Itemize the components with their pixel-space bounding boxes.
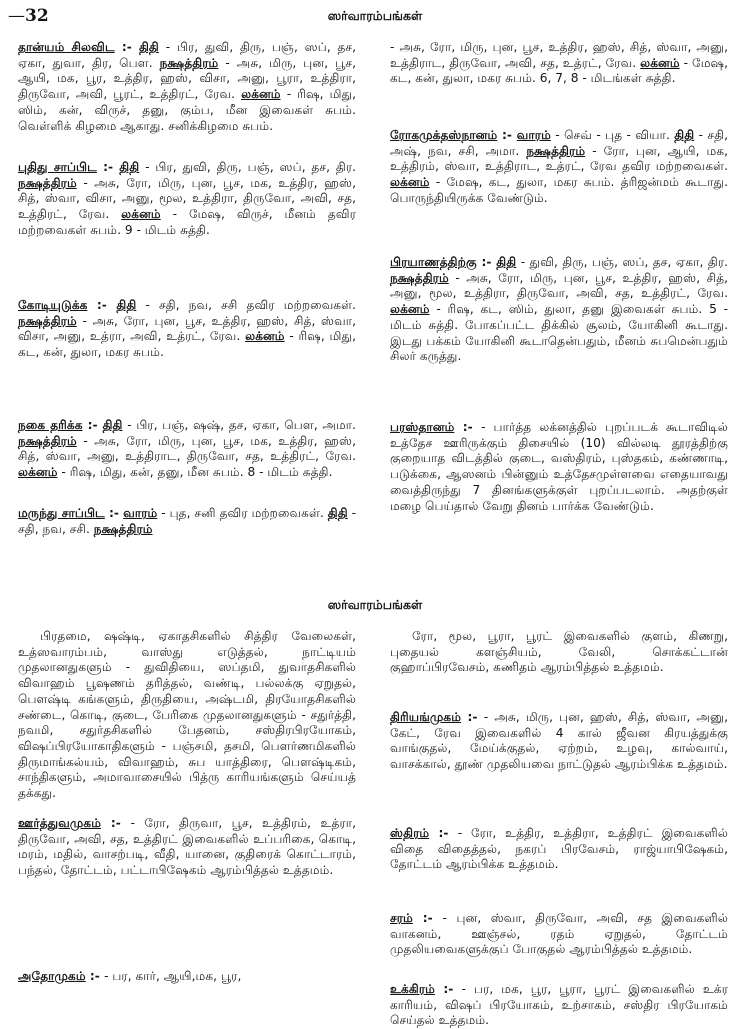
- entry-keyword: நக்ஷத்திரம்: [390, 270, 449, 285]
- entry-bottom-right-0: [390, 629, 728, 676]
- entry-title: தான்யம் சிலவிட: [18, 40, 115, 54]
- entry-keyword: லக்னம்: [18, 465, 58, 480]
- entry-top-right-1: ரோகமுக்தஸ்நானம் :- வாரம் - செவ் - புத - வியா. திதி - சதி, அஷ், நவ, சசி, அமா. நக்ஷத்திரம் - ரோ, புன, ஆயி, மக, உத்திரம், ஸ்வா, உத்திராட, உத்ரட், ரேவ தவிர மற்றவைகள். லக்னம் - மேஷ, கட, துலா, மகர சுபம். த்ரிஜன்மம் கூடாது. பொருந்தியிருக்க வேண்டும்.: [390, 128, 729, 205]
- entry-keyword: திதி: [496, 255, 517, 269]
- entry-text: - மேஷ, விருச், மீனம் தவிர மற்றவைகள் சுபம். 9 - மிடம் சுத்தி.: [18, 207, 357, 237]
- entry-text: - ரிஷ, மிது, கன், தனு, மீன சுபம். 8 - மிடம் சுத்தி.: [61, 465, 333, 480]
- page-number: — 32: [8, 6, 49, 26]
- entry-keyword: நக்ஷத்திரம்: [18, 175, 77, 190]
- entry-text: - பார்த்த லக்னத்தில் புறப்படக் கூடாவிடில் உத்தேச ஊரிருக்கும் திசையில் (10) வில்லடி தூரத்திற்கு குறையாத விடத்தில் குடை, வஸ்திரம், புஸ்தகம், கண்ணாடி, படுக்கை, ஆஸனம் பின்னும் உத்தேசமுள்ளவை எதையாவது வைத்திருந்து 7 தினங்களுக்குள் புறப்படலாம். அதற்குள் மழை பெய்தால் வேறு தினம் பார்க்க வேண்டும்.: [390, 420, 729, 513]
- entry-text: - துவி, திரு, பஞ், ஸப், தச, ஏகா, திர.: [520, 255, 729, 269]
- entry-text: - ரிஷ, மிது, ஸிம், கன், விருச், தனு, கும்ப, மீன இவைகள் சுபம். வெள்ளிக் கிழமை ஆகாது. சனிக்கிழமை சுபம்.: [18, 87, 357, 133]
- entry-text: - ரோ, புன, ஆயி, மக, உத்திரம், ஸ்வா, உத்திராட, உத்ரட், ரேவ தவிர மற்றவைகள்.: [390, 143, 728, 174]
- entry-keyword: திதி: [102, 418, 123, 432]
- entry-bottom-right-1: திரியங்முகம் :- - அசு, மிரு, புன, ஹஸ், சித், ஸ்வா, அனு, கேட், ரேவ இவைகளில் 4 கால் ஜீவன கிரயத்துக்கு வாங்குதல், மேய்க்குதல், ஏற்றம், உழவு, கால்வாய், வாசக்கால், தூண் முதலியவை நாட்டுதல் ஆரம்பிக்க உத்தமம்.: [390, 710, 728, 772]
- entry-title: சரம்: [390, 911, 413, 925]
- entry-text: பிரதமை, ஷஷ்டி, ஏகாதசிகளில் சித்திர வேலைகள், உத்ஸவாரம்பம், வாஸ்து எடுத்தல், நாட்டியம் முதலானதுகளும் - துவிதியை, ஸப்தமி, துவாதசிகளில் விவாஹம் பூஷணம் தரித்தல், வண்டி, பல்லக்கு ஏறுதல், பௌஷ்டி கங்களும், திருதியை, அஷ்டமி, திரயோதசிகளில் சண்டை, கொடி, குடை, பேரிகை முதலானதுகளும் - சதுர்த்தி, நவமி, சதுர்தசிகளில் பேதனம், சஸ்திரபிரயோகம், விஷப்பிரயோகாதிகளும் - பஞ்சமி, தசமி, பௌர்ணமிகளில் திருமாங்கல்யம், விவாஹம், சுப யாத்திரை, பௌஷ்டிகம், சாந்திகளும், அமாவாசையில் பித்ரு காரியங்களும் செய்யத் தக்கது.: [18, 629, 356, 801]
- entry-text: ரோ, மூல, பூரா, பூரட் இவைகளில் குளம், கிணறு, புதையல் களஞ்சியம், வேலி, சொக்கட்டான் குஹாப்பிரவேசம், கணிதம் ஆரம்பித்தல் உத்தமம்.: [390, 629, 728, 675]
- entry-text: - ரிஷ, கட, ஸிம், துலா, தனு இவைகள் சுபம். 5 - மிடம் சுத்தி. போகப்பட்ட திக்கில் சூலம், யோகினி கூடாது. இடது பக்கம் யோகினி கூடாதென்பதும், மீனம் சுபமென்பதும் சிலர் கருத்து.: [390, 302, 729, 364]
- entry-keyword: நக்ஷத்திரம்: [18, 433, 77, 448]
- entry-text: - பர, மக, பூர, பூரா, பூரட் இவைகளில் உக்ர காரியம், விஷப் பிரயோகம், உற்சாகம், சஸ்திர பிரயோகம் செய்தல் உத்தமம்.: [390, 982, 728, 1028]
- entry-text: - பிர, பஞ், ஷஷ், தச, ஏகா, பௌ, அமா.: [127, 418, 356, 432]
- entry-keyword: லக்னம்: [241, 87, 281, 102]
- entry-text: - செவ் - புத - வியா.: [555, 128, 670, 142]
- running-title: ஸர்வாரம்பங்கள்: [327, 8, 423, 23]
- entry-top-right-0: [390, 40, 728, 87]
- entry-keyword: நக்ஷத்திரம்: [18, 313, 77, 328]
- entry-title: கோடியுடுக்க: [18, 298, 88, 312]
- page-header: [0, 0, 750, 30]
- entry-bottom-right-2: ஸ்திரம் :- - ரோ, உத்திர, உத்திரா, உத்திரட் இவைகளில் விதை விதைத்தல், நகரப் பிரவேசம், ராஜ்யாபிஷேகம், தோட்டம் ஆரம்பிக்க உத்தமம்.: [390, 826, 729, 872]
- entry-top-left-3: நகை தரிக்க :- திதி - பிர, பஞ், ஷஷ், தச, ஏகா, பௌ, அமா. நக்ஷத்திரம் - அசு, ரோ, மிரு, புன, பூச, மக, உத்திர, ஹஸ், சித், ஸ்வா, அனு, உத்திராட, திருவோ, சத, உத்திரட், ரேவ. லக்னம் - ரிஷ, மிது, கன், தனு, மீன சுபம். 8 - மிடம் சுத்தி.: [18, 418, 357, 480]
- entry-keyword: லக்னம்: [390, 175, 430, 190]
- entry-text: - பிர, துவி, திரு, பஞ், ஸப், தச, திர.: [145, 160, 357, 174]
- entry-keyword: லக்னம்: [121, 207, 161, 222]
- entry-bottom-right-3: சரம் :- - புன, ஸ்வா, திருவோ, அவி, சத இவைகளில் வாகனம், ஊஞ்சல், ரதம் ஏறுதல், தோட்டம் முதலியவைகளுக்குப் போகுதல் ஆரம்பித்தல் உத்தமம்.: [390, 911, 728, 957]
- entry-bottom-right-4: உக்கிரம் :- - பர, மக, பூர, பூரா, பூரட் இவைகளில் உக்ர காரியம், விஷப் பிரயோகம், உற்சாகம், சஸ்திர பிரயோகம் செய்தல் உத்தமம்.: [390, 982, 728, 1028]
- entry-keyword: திதி: [327, 506, 348, 520]
- entry-text: - அசு, ரோ, மிரு, புன, பூச, உத்திர, ஹஸ், சித், அனு, மூல, உத்திரா, திருவோ, அவி, சத, உத்திரட், ரேவ.: [390, 270, 729, 301]
- entry-text: - பர, கார், ஆயி,மக, பூர,: [104, 969, 242, 983]
- entry-title: மருந்து சாப்பிட: [18, 506, 105, 520]
- entry-top-left-4: மருந்து சாப்பிட :- வாரம் - புத, சனி தவிர மற்றவைகள். திதி - சதி, நவ, சசி. நக்ஷத்திரம்: [18, 506, 357, 536]
- entry-title: அதோமுகம்: [18, 969, 86, 983]
- entry-top-left-1: புதிது சாப்பிட :- திதி - பிர, துவி, திரு, பஞ், ஸப், தச, திர. நக்ஷத்திரம் - அசு, ரோ, மிரு, புன, பூச, மக, உத்திர, ஹஸ், சித், ஸ்வா, விசா, அனு, மூல, உத்திரா, திருவோ, அவி, சத, உத்திரட், ரேவ. லக்னம் - மேஷ, விருச், மீனம் தவிர மற்றவைகள் சுபம். 9 - மிடம் சுத்தி.: [18, 160, 357, 237]
- entry-text: - பிர, துவி, திரு, பஞ், ஸப், தச, ஏகா, துவா, திர, பௌ.: [18, 40, 357, 70]
- entry-text: - அசு, ரோ, மிரு, புன, பூச, மக, உத்திர, ஹஸ், சித், ஸ்வா, அனு, உத்திராட, திருவோ, சத, உத்திரட், ரேவ.: [18, 433, 357, 464]
- entry-text: - புன, ஸ்வா, திருவோ, அவி, சத இவைகளில் வாகனம், ஊஞ்சல், ரதம் ஏறுதல், தோட்டம் முதலியவைகளுக்குப் போகுதல் ஆரம்பித்தல் உத்தமம்.: [390, 911, 728, 957]
- entry-keyword: நக்ஷத்திரம்: [93, 521, 153, 536]
- entry-text: - சதி, நவ, சசி தவிர மற்றவைகள்.: [145, 298, 357, 312]
- entry-top-right-3: பரஸ்தானம் :- - பார்த்த லக்னத்தில் புறப்படக் கூடாவிடில் உத்தேச ஊரிருக்கும் திசையில் (10) வில்லடி தூரத்திற்கு குறையாத விடத்தில் குடை, வஸ்திரம், புஸ்தகம், கண்ணாடி, படுக்கை, ஆஸனம் பின்னும் உத்தேசமுள்ளவை எதையாவது வைத்திருந்து 7 தினங்களுக்குள் புறப்படலாம். அதற்குள் மழை பெய்தால் வேறு தினம் பார்க்க வேண்டும்.: [390, 420, 729, 513]
- entry-keyword: நக்ஷத்திரம்: [159, 55, 219, 70]
- entry-title: புதிது சாப்பிட: [18, 160, 97, 174]
- entry-text: - மேஷ, கட, கன், துலா, மகர சுபம். 6, 7, 8 - மிடங்கள் சுத்தி.: [390, 55, 729, 86]
- entry-keyword: வாரம்: [516, 128, 551, 142]
- entry-title: திரியங்முகம்: [390, 710, 462, 724]
- entry-title: உக்கிரம்: [390, 982, 435, 996]
- entry-title: ரோகமுக்தஸ்நானம்: [390, 128, 498, 142]
- entry-keyword: வாரம்: [123, 506, 158, 520]
- section-heading: ஸர்வாரம்பங்கள்: [327, 597, 423, 612]
- entry-keyword: லக்னம்: [640, 55, 680, 70]
- entry-top-left-0: தான்யம் சிலவிட :- திதி - பிர, துவி, திரு, பஞ், ஸப், தச, ஏகா, துவா, திர, பௌ. நக்ஷத்திரம் - அசு, மிரு, புன, பூச, ஆயி, மக, பூர, உத்திர, ஹஸ், விசா, அனு, பூரா, உத்திரா, திருவோ, அவி, பூரட், உத்திரட், ரேவ. லக்னம் - ரிஷ, மிது, ஸிம், கன், விருச், தனு, கும்ப, மீன இவைகள் சுபம். வெள்ளிக் கிழமை ஆகாது. சனிக்கிழமை சுபம்.: [18, 40, 357, 133]
- entry-text: - சதி, அஷ், நவ, சசி, அமா.: [390, 128, 729, 158]
- entry-text: - ரோ, உத்திர, உத்திரா, உத்திரட் இவைகளில் விதை விதைத்தல், நகரப் பிரவேசம், ராஜ்யாபிஷேகம், தோட்டம் ஆரம்பிக்க உத்தமம்.: [390, 826, 729, 872]
- entry-keyword: லக்னம்: [390, 302, 430, 317]
- entry-text: - அசு, ரோ, புன, பூச, உத்திர, ஹஸ், சித், ஸ்வா, விசா, அனு, உத்ரா, அவி, உத்ரட், ரேவ.: [18, 313, 356, 344]
- entry-text: - சதி, நவ, சசி.: [18, 506, 357, 536]
- entry-bottom-left-1: ஊர்த்துவமுகம் :- - ரோ, திருவா, பூச, உத்திரம், உத்ரா, திருவோ, அவி, சத, உத்திரட் இவைகளில் உப்பரிகை, கொடி, மரம், மதில், வாசற்படி, வீதி, யானை, குதிரைக் கொட்டாரம், பந்தல், தோட்டம், பட்டாபிஷேகம் ஆரம்பித்தல் உத்தமம்.: [18, 816, 356, 878]
- entry-keyword: திதி: [138, 40, 159, 54]
- entry-keyword: திதி: [119, 160, 140, 174]
- entry-title: பரஸ்தானம்: [390, 420, 455, 434]
- entry-text: - மேஷ, கட, துலா, மகர சுபம். த்ரிஜன்மம் கூடாது. பொருந்தியிருக்க வேண்டும்.: [390, 175, 729, 205]
- entry-text: - அசு, மிரு, புன, ஹஸ், சித், ஸ்வா, அனு, கேட், ரேவ இவைகளில் 4 கால் ஜீவன கிரயத்துக்கு வாங்குதல், மேய்க்குதல், ஏற்றம், உழவு, கால்வாய், வாசக்கால், தூண் முதலியவை நாட்டுதல் ஆரம்பிக்க உத்தமம்.: [390, 710, 728, 772]
- entry-keyword: லக்னம்: [245, 329, 285, 344]
- entry-text: - புத, சனி தவிர மற்றவைகள்.: [161, 506, 324, 520]
- entry-title: பிரயாணத்திற்கு: [390, 255, 477, 269]
- entry-bottom-left-0: [18, 629, 356, 802]
- entry-title: ஊர்த்துவமுகம்: [18, 816, 102, 830]
- entry-text: - அசு, ரோ, மிரு, புன, பூச, உத்திர, ஹஸ், சித், ஸ்வா, அனு, உத்திராட, திருவோ, அவி, சத, உத்ரட், ரேவ.: [390, 40, 728, 70]
- entry-text: - அசு, மிரு, புன, பூச, ஆயி, மக, பூர, உத்திர, ஹஸ், விசா, அனு, பூரா, உத்திரா, திருவோ, அவி, பூரட், உத்திரட், ரேவ.: [18, 55, 356, 102]
- entry-text: - அசு, ரோ, மிரு, புன, பூச, மக, உத்திர, ஹஸ், சித், ஸ்வா, விசா, அனு, மூல, உத்திரா, திருவோ, அவி, சத, உத்திரட், ரேவ.: [18, 175, 357, 222]
- entry-bottom-left-2: அதோமுகம் :- - பர, கார், ஆயி,மக, பூர,: [18, 969, 242, 983]
- entry-title: நகை தரிக்க: [18, 418, 83, 432]
- entry-keyword: திதி: [116, 298, 137, 312]
- entry-keyword: திதி: [674, 128, 695, 142]
- entry-text: - ரிஷ, மிது, கட, கன், துலா, மகர சுபம்.: [18, 329, 356, 360]
- entry-title: ஸ்திரம்: [390, 826, 430, 840]
- entry-keyword: நக்ஷத்திரம்: [526, 143, 586, 158]
- entry-top-right-2: பிரயாணத்திற்கு :- திதி - துவி, திரு, பஞ், ஸப், தச, ஏகா, திர. நக்ஷத்திரம் - அசு, ரோ, மிரு, புன, பூச, உத்திர, ஹஸ், சித், அனு, மூல, உத்திரா, திருவோ, அவி, சத, உத்திரட், ரேவ. லக்னம் - ரிஷ, கட, ஸிம், துலா, தனு இவைகள் சுபம். 5 - மிடம் சுத்தி. போகப்பட்ட திக்கில் சூலம், யோகினி கூடாது. இடது பக்கம் யோகினி கூடாதென்பதும், மீனம் சுபமென்பதும் சிலர் கருத்து.: [390, 255, 729, 364]
- entry-top-left-2: கோடியுடுக்க :- திதி - சதி, நவ, சசி தவிர மற்றவைகள். நக்ஷத்திரம் - அசு, ரோ, புன, பூச, உத்திர, ஹஸ், சித், ஸ்வா, விசா, அனு, உத்ரா, அவி, உத்ரட், ரேவ. லக்னம் - ரிஷ, மிது, கட, கன், துலா, மகர சுபம்.: [18, 298, 357, 360]
- entry-text: - ரோ, திருவா, பூச, உத்திரம், உத்ரா, திருவோ, அவி, சத, உத்திரட் இவைகளில் உப்பரிகை, கொடி, மரம், மதில், வாசற்படி, வீதி, யானை, குதிரைக் கொட்டாரம், பந்தல், தோட்டம், பட்டாபிஷேகம் ஆரம்பித்தல் உத்தமம்.: [18, 816, 356, 878]
